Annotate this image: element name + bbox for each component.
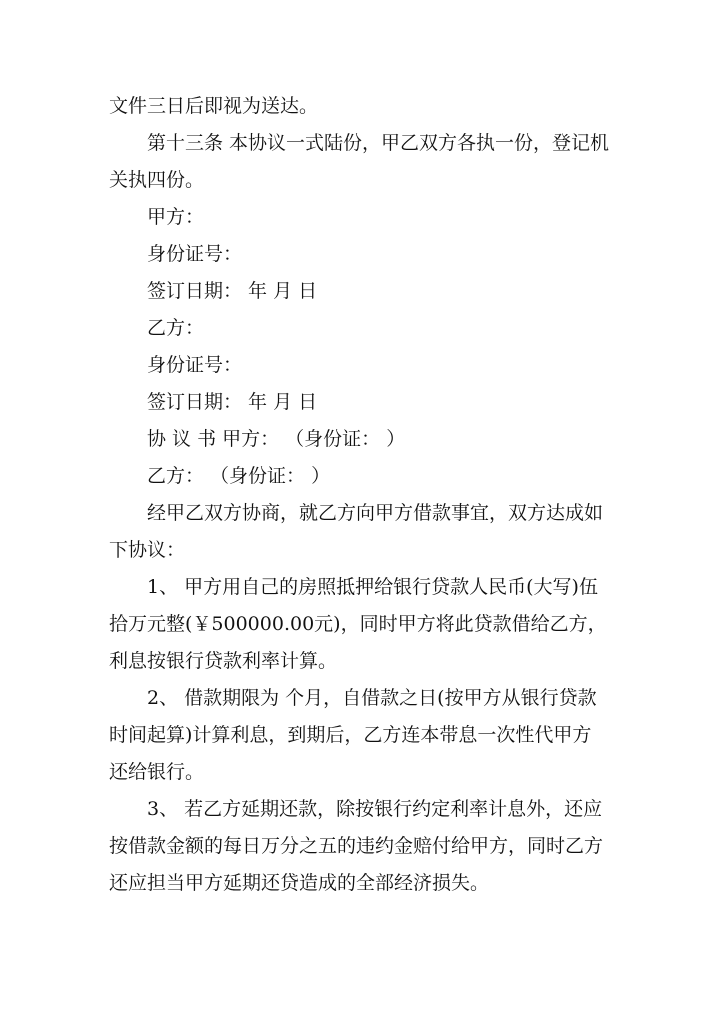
text-line: 利息按银行贷款利率计算。 bbox=[109, 650, 338, 672]
text-line: 按借款金额的每日万分之五的违约金赔付给甲方，同时乙方 bbox=[109, 835, 604, 857]
text-line: 拾万元整(￥500000.00元)，同时甲方将此贷款借给乙方， bbox=[109, 613, 607, 635]
text-line: 关执四份。 bbox=[109, 169, 205, 191]
party-b-id-label: 身份证号： bbox=[147, 354, 243, 376]
text-line: 第十三条 本协议一式陆份，甲乙双方各执一份，登记机 bbox=[147, 132, 610, 154]
clause-3: 3、 若乙方延期还款，除按银行约定利率计息外，还应 bbox=[147, 798, 603, 820]
clause-2: 2、 借款期限为 个月，自借款之日(按甲方从银行贷款 bbox=[147, 687, 597, 709]
party-a-label: 甲方： bbox=[147, 206, 205, 228]
text-line: 时间起算)计算利息，到期后，乙方连本带息一次性代甲方 bbox=[109, 724, 592, 746]
text-line: 文件三日后即视为送达。 bbox=[109, 95, 319, 117]
document-body bbox=[109, 88, 613, 902]
party-b-sign-date: 签订日期： 年 月 日 bbox=[147, 391, 318, 413]
party-b-label: 乙方： bbox=[147, 317, 205, 339]
text-line: 下协议： bbox=[109, 539, 186, 561]
agreement-heading: 协 议 书 甲方： （身份证： ） bbox=[147, 428, 406, 450]
party-b-id-line: 乙方： （身份证： ） bbox=[147, 465, 331, 487]
text-line: 还给银行。 bbox=[109, 761, 205, 783]
text-line: 还应担当甲方延期还贷造成的全部经济损失。 bbox=[109, 872, 490, 894]
party-a-id-label: 身份证号： bbox=[147, 243, 243, 265]
clause-1: 1、 甲方用自己的房照抵押给银行贷款人民币(大写)伍 bbox=[147, 576, 598, 598]
party-a-sign-date: 签订日期： 年 月 日 bbox=[147, 280, 318, 302]
text-line: 经甲乙双方协商，就乙方向甲方借款事宜，双方达成如 bbox=[147, 502, 604, 524]
